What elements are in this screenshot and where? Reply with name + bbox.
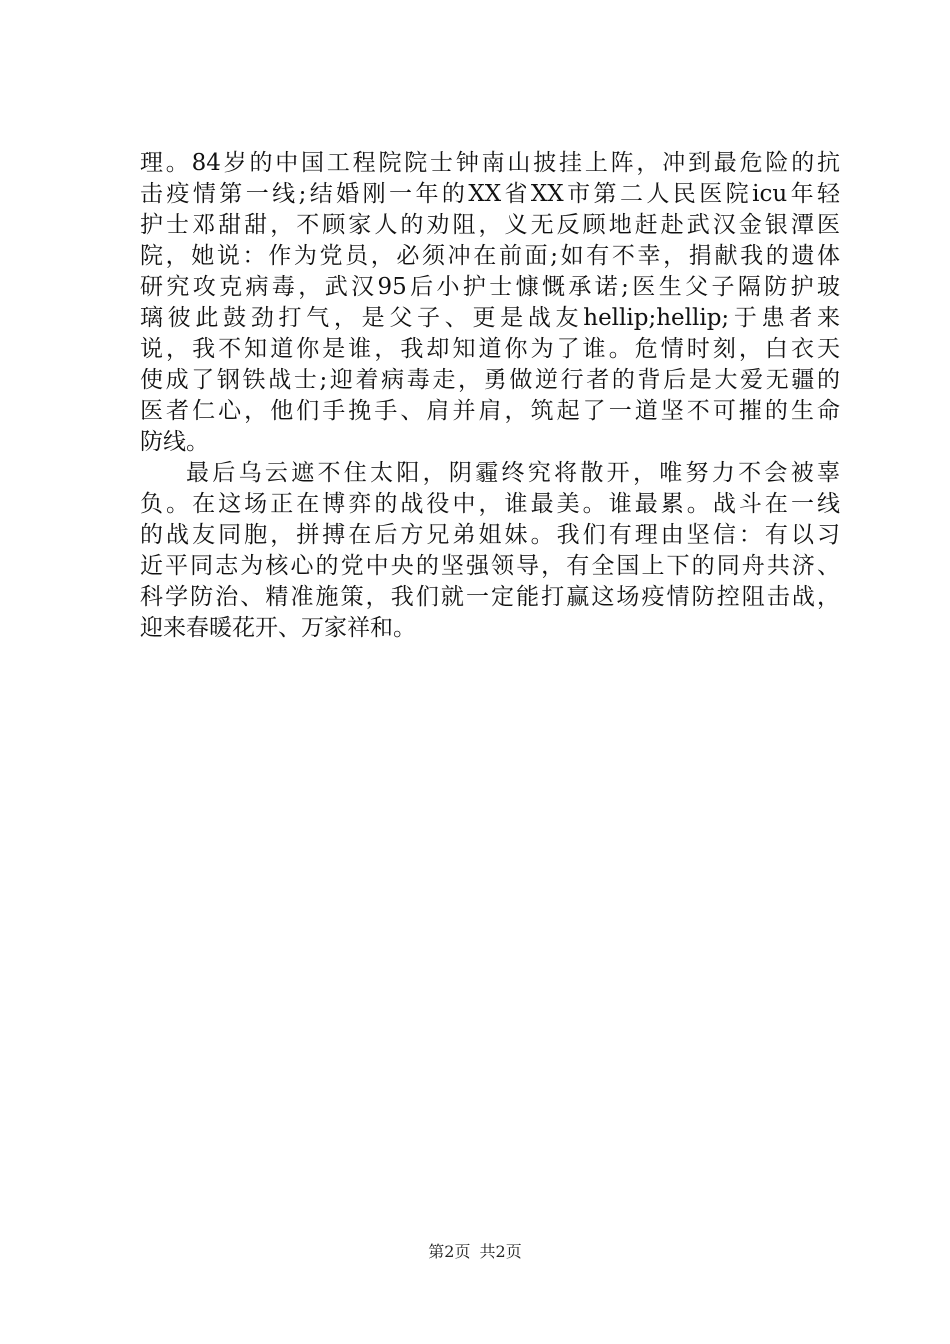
page-number-current: 第2页 — [428, 1242, 471, 1261]
text-line: 负。在这场正在博弈的战役中，谁最美。谁最累。战斗在一线 — [140, 491, 840, 517]
text-line: 科学防治、精准施策，我们就一定能打赢这场疫情防控阻击战， — [140, 584, 840, 610]
paragraph-1 — [140, 148, 840, 458]
text-line: 迎来春暖花开、万家祥和。 — [140, 615, 416, 641]
text-line: 的战友同胞，拼搏在后方兄弟姐妹。我们有理由坚信：有以习 — [140, 522, 840, 548]
text-line: 近平同志为核心的党中央的坚强领导，有全国上下的同舟共济、 — [140, 553, 840, 579]
text-line: 击疫情第一线;结婚刚一年的XX省XX市第二人民医院icu年轻 — [140, 181, 840, 207]
page-footer — [0, 1240, 950, 1264]
text-line: 护士邓甜甜，不顾家人的劝阻，义无反顾地赶赴武汉金银潭医 — [140, 212, 840, 238]
text-line: 防线。 — [140, 429, 209, 455]
text-line: 使成了钢铁战士;迎着病毒走，勇做逆行者的背后是大爱无疆的 — [140, 367, 840, 393]
text-line: 院，她说：作为党员，必须冲在前面;如有不幸，捐献我的遗体 — [140, 243, 840, 269]
text-line: 说，我不知道你是谁，我却知道你为了谁。危情时刻，白衣天 — [140, 336, 840, 362]
text-line: 研究攻克病毒，武汉95后小护士慷慨承诺;医生父子隔防护玻 — [140, 274, 840, 300]
text-line: 璃彼此鼓劲打气，是父子、更是战友hellip;hellip;于患者来 — [140, 305, 840, 331]
text-line: 理。84岁的中国工程院院士钟南山披挂上阵，冲到最危险的抗 — [140, 150, 840, 176]
paragraph-2 — [140, 458, 840, 644]
page-number-total: 共2页 — [479, 1242, 522, 1261]
text-line: 最后乌云遮不住太阳，阴霾终究将散开，唯努力不会被辜 — [186, 460, 840, 486]
document-body — [140, 148, 840, 644]
text-line: 医者仁心，他们手挽手、肩并肩，筑起了一道坚不可摧的生命 — [140, 398, 840, 424]
